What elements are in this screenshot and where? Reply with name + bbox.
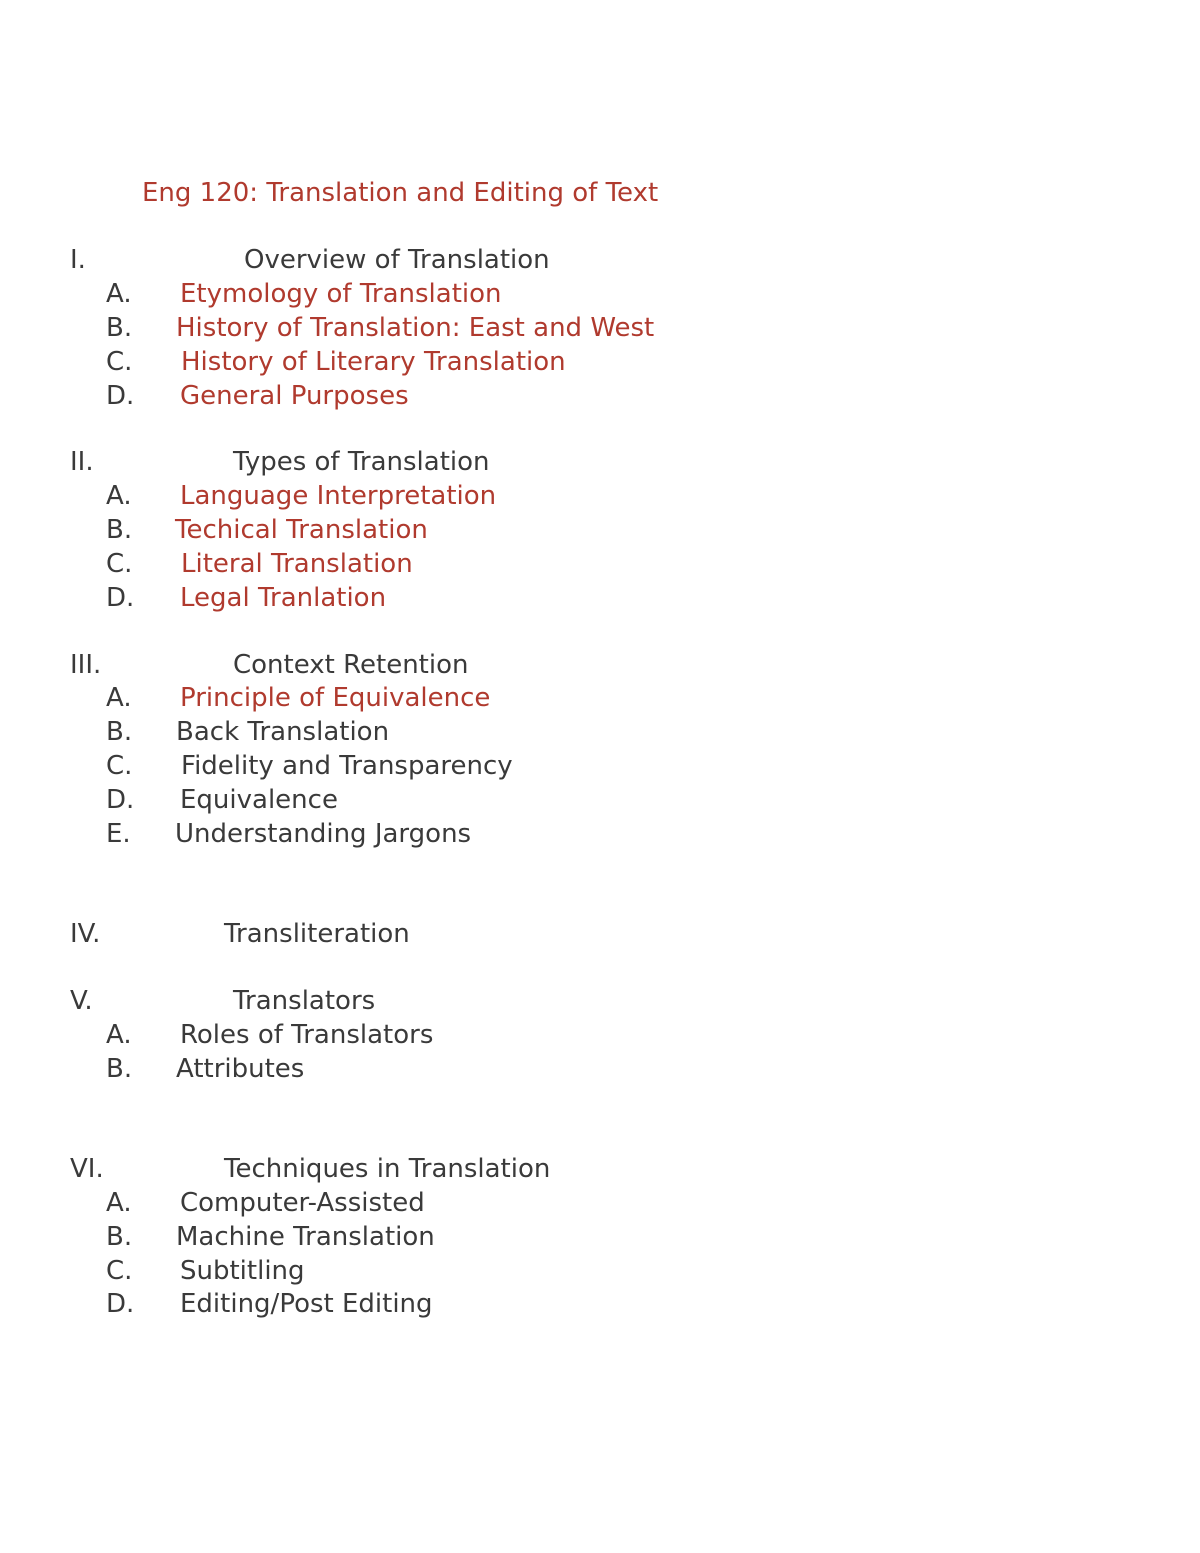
- item-text: Literal Translation: [181, 549, 413, 579]
- item-text: Fidelity and Transparency: [181, 751, 513, 781]
- item-text: Attributes: [176, 1054, 305, 1084]
- item-text: Legal Tranlation: [180, 583, 387, 613]
- item-letter: A.: [106, 481, 132, 511]
- section-title: Types of Translation: [233, 447, 490, 477]
- item-letter: A.: [106, 1188, 132, 1218]
- item-letter: C.: [106, 1256, 133, 1286]
- section-numeral: II.: [70, 447, 94, 477]
- item-letter: D.: [106, 381, 135, 411]
- document-title: Eng 120: Translation and Editing of Text: [142, 178, 659, 208]
- item-letter: A.: [106, 279, 132, 309]
- item-text: Principle of Equivalence: [180, 683, 491, 713]
- item-letter: C.: [106, 347, 133, 377]
- item-letter: C.: [106, 751, 133, 781]
- item-text: Back Translation: [176, 717, 390, 747]
- section-title: Transliteration: [224, 919, 410, 949]
- item-text: Techical Translation: [175, 515, 428, 545]
- section-numeral: III.: [70, 650, 102, 680]
- item-letter: D.: [106, 1289, 135, 1319]
- section-title: Techniques in Translation: [224, 1154, 551, 1184]
- item-letter: B.: [106, 1222, 133, 1252]
- item-text: Subtitling: [180, 1256, 305, 1286]
- item-text: Computer-Assisted: [180, 1188, 425, 1218]
- item-text: History of Literary Translation: [181, 347, 566, 377]
- item-letter: A.: [106, 683, 132, 713]
- item-text: Editing/Post Editing: [180, 1289, 433, 1319]
- item-text: Machine Translation: [176, 1222, 435, 1252]
- section-numeral: VI.: [70, 1154, 104, 1184]
- item-letter: E.: [106, 819, 131, 849]
- item-letter: A.: [106, 1020, 132, 1050]
- item-letter: B.: [106, 515, 133, 545]
- section-numeral: V.: [70, 986, 93, 1016]
- item-text: Understanding Jargons: [175, 819, 472, 849]
- section-numeral: I.: [70, 245, 86, 275]
- item-letter: D.: [106, 583, 135, 613]
- item-letter: B.: [106, 1054, 133, 1084]
- item-text: Equivalence: [180, 785, 338, 815]
- item-text: Roles of Translators: [180, 1020, 434, 1050]
- section-title: Context Retention: [233, 650, 469, 680]
- item-text: Language Interpretation: [180, 481, 497, 511]
- item-text: General Purposes: [180, 381, 409, 411]
- section-title: Translators: [233, 986, 376, 1016]
- section-title: Overview of Translation: [244, 245, 550, 275]
- item-letter: B.: [106, 313, 133, 343]
- item-text: History of Translation: East and West: [176, 313, 655, 343]
- item-text: Etymology of Translation: [180, 279, 502, 309]
- section-numeral: IV.: [70, 919, 101, 949]
- item-letter: D.: [106, 785, 135, 815]
- item-letter: B.: [106, 717, 133, 747]
- item-letter: C.: [106, 549, 133, 579]
